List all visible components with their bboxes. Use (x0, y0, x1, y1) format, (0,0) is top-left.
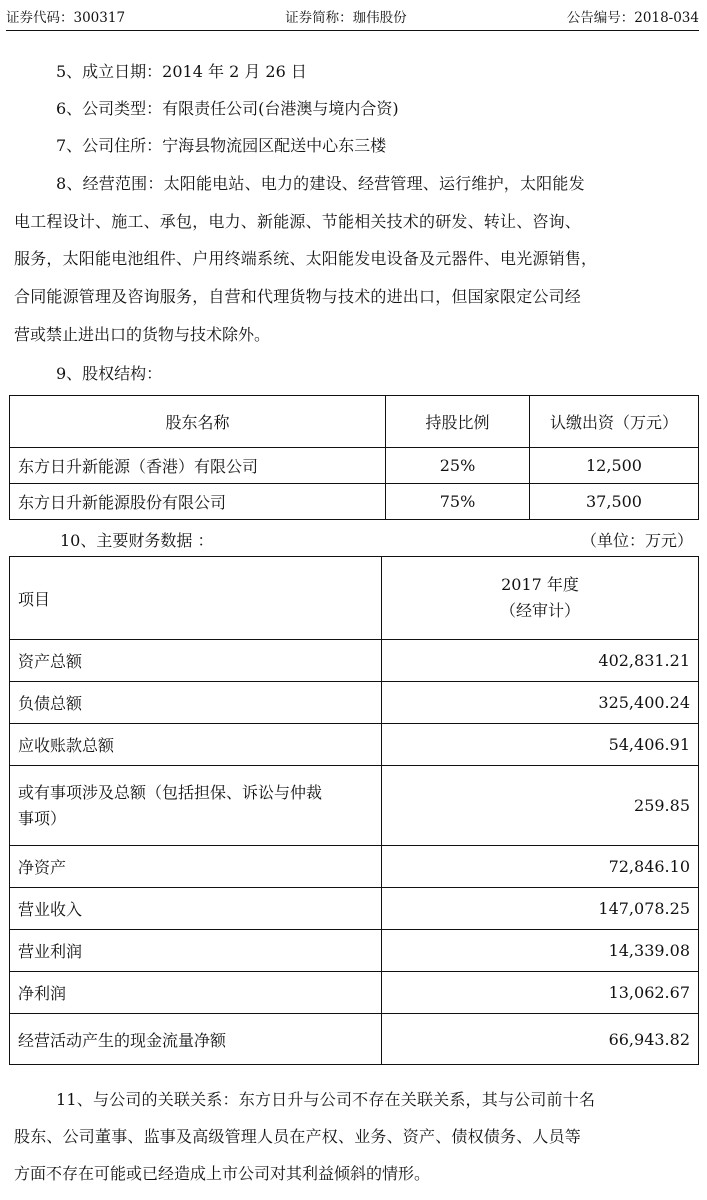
row-label: 净资产 (10, 846, 382, 888)
row-value: 66,943.82 (382, 1014, 699, 1065)
row-value: 13,062.67 (382, 972, 699, 1014)
announcement-number: 公告编号：2018-034 (566, 10, 699, 26)
row-label: 应收账款总额 (10, 724, 382, 766)
item-8-scope-line: 服务，太阳能电池组件、户用终端系统、太阳能发电设备及元器件、电光源销售， (14, 249, 598, 268)
row-value: 147,078.25 (382, 888, 699, 930)
table-row (10, 888, 699, 930)
table-row (10, 724, 699, 766)
row-label-line: 事项） (18, 808, 67, 828)
equity-structure-table (9, 395, 699, 520)
item-8-scope-line: 营或禁止进出口的货物与技术除外。 (14, 325, 271, 344)
row-value: 54,406.91 (382, 724, 699, 766)
table-row (10, 930, 699, 972)
row-label: 净利润 (10, 972, 382, 1014)
item-8-scope-line: 8、经营范围：太阳能电站、电力的建设、经营管理、运行维护，太阳能发 (56, 174, 585, 193)
share-ratio: 75% (386, 484, 530, 520)
subscribed-capital: 37,500 (530, 484, 699, 520)
header-item: 项目 (10, 557, 382, 640)
row-label: 负债总额 (10, 682, 382, 724)
table-row (10, 766, 699, 846)
row-value: 259.85 (382, 766, 699, 846)
table-row (10, 846, 699, 888)
table-row (10, 1014, 699, 1065)
header-shareholder-name: 股东名称 (10, 396, 386, 448)
header-share-ratio: 持股比例 (386, 396, 530, 448)
table-header-row (10, 396, 699, 448)
audit-note: （经审计） (499, 601, 580, 620)
item-11-relation-line: 股东、公司董事、监事及高级管理人员在产权、业务、资产、债权债务、人员等 (14, 1127, 582, 1146)
row-value: 402,831.21 (382, 640, 699, 682)
header-subscribed-capital: 认缴出资（万元） (530, 396, 699, 448)
row-label-line: 或有事项涉及总额（包括担保、诉讼与仲裁 (18, 782, 323, 802)
table-row (10, 484, 699, 520)
item-10-finance-title: 10、主要财务数据 ： (60, 531, 214, 550)
row-label: 营业利润 (10, 930, 382, 972)
item-11-relation-line: 11、与公司的关联关系：东方日升与公司不存在关联关系，其与公司前十名 (56, 1090, 596, 1109)
header-year (382, 557, 699, 640)
stock-code: 证券代码：300317 (6, 10, 126, 26)
table-row (10, 682, 699, 724)
item-9-equity-title: 9、股权结构： (56, 364, 163, 383)
table-row (10, 448, 699, 484)
item-11-relation-line: 方面不存在可能或已经造成上市公司对其利益倾斜的情形。 (14, 1164, 431, 1183)
year-label: 2017 年度 (501, 575, 579, 594)
item-5-establish-date: 5、成立日期：2014 年 2 月 26 日 (56, 62, 307, 81)
item-8-scope-line: 合同能源管理及咨询服务，自营和代理货物与技术的进出口，但国家限定公司经 (14, 287, 582, 306)
row-value: 325,400.24 (382, 682, 699, 724)
table-row (10, 640, 699, 682)
row-value: 72,846.10 (382, 846, 699, 888)
financial-data-table (9, 556, 699, 1065)
table-row (10, 972, 699, 1014)
row-label: 经营活动产生的现金流量净额 (10, 1014, 382, 1065)
page-header (6, 4, 699, 31)
table-header-row (10, 557, 699, 640)
item-8-scope-line: 电工程设计、施工、承包，电力、新能源、节能相关技术的研发、转让、咨询、 (14, 212, 582, 231)
row-label: 营业收入 (10, 888, 382, 930)
row-label-contingent (10, 766, 382, 846)
shareholder-name: 东方日升新能源股份有限公司 (10, 484, 386, 520)
stock-short-name: 证券简称：珈伟股份 (285, 10, 407, 26)
subscribed-capital: 12,500 (530, 448, 699, 484)
item-6-company-type: 6、公司类型：有限责任公司(台港澳与境内合资) (56, 99, 399, 118)
item-7-address: 7、公司住所：宁海县物流园区配送中心东三楼 (56, 136, 387, 155)
share-ratio: 25% (386, 448, 530, 484)
row-label: 资产总额 (10, 640, 382, 682)
shareholder-name: 东方日升新能源（香港）有限公司 (10, 448, 386, 484)
row-value: 14,339.08 (382, 930, 699, 972)
unit-note: （单位：万元） (580, 531, 693, 550)
